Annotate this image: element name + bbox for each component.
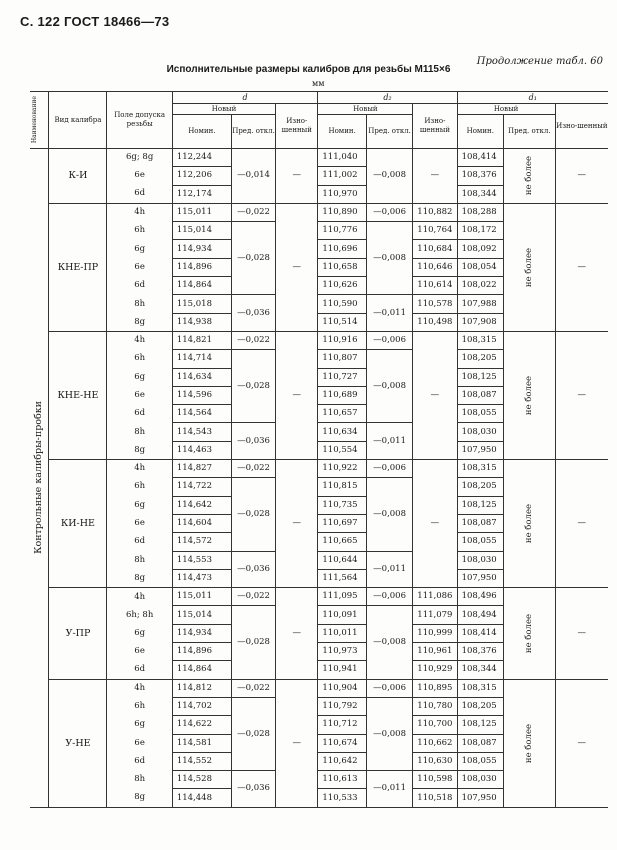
d2-limit-deviation: —0,011 [366, 295, 412, 332]
d2-nominal: 110,658 [318, 258, 367, 276]
d-nominal: 114,572 [172, 533, 231, 551]
col-d1-worn: Изно-шенный [555, 104, 608, 149]
d-limit-deviation: —0,022 [231, 331, 275, 349]
d1-nominal: 108,315 [457, 679, 503, 697]
page-header: С. 122 ГОСТ 18466—73 [20, 14, 170, 29]
d1-limit-deviation [503, 203, 555, 331]
tolerance-field: 6d [107, 661, 172, 679]
d1-limit-deviation [503, 149, 555, 204]
d2-worn: — [413, 460, 457, 588]
d2-worn: 110,614 [413, 277, 457, 295]
col-d-nominal: Номин. [172, 115, 231, 149]
gauge-kind-label: КНЕ-НЕ [49, 331, 107, 459]
tolerance-field: 4h [107, 331, 172, 349]
d1-nominal: 107,950 [457, 441, 503, 459]
d1-nominal: 108,414 [457, 149, 503, 167]
d2-nominal: 110,922 [318, 460, 367, 478]
d1-limit-deviation [503, 679, 555, 807]
d-nominal: 114,702 [172, 697, 231, 715]
table-row [30, 460, 608, 478]
d1-nominal: 108,315 [457, 460, 503, 478]
d2-nominal: 110,697 [318, 514, 367, 532]
d-limit-deviation: —0,022 [231, 588, 275, 606]
gauge-kind-label: У-ПР [49, 588, 107, 679]
d1-nominal: 108,092 [457, 240, 503, 258]
d-nominal: 115,018 [172, 295, 231, 313]
tolerance-field: 4h [107, 203, 172, 221]
tolerance-field: 6e [107, 258, 172, 276]
tolerance-field: 8h [107, 295, 172, 313]
d-nominal: 112,174 [172, 185, 231, 203]
d-nominal: 114,722 [172, 478, 231, 496]
d2-limit-deviation: —0,006 [366, 679, 412, 697]
col-tolerance: Поле допуска резьбы [107, 92, 172, 149]
d1-nominal: 108,087 [457, 734, 503, 752]
tolerance-field: 6d [107, 752, 172, 770]
d2-nominal: 110,807 [318, 350, 367, 368]
d-worn: — [276, 460, 318, 588]
d-nominal: 114,543 [172, 423, 231, 441]
d2-limit-deviation: —0,008 [366, 606, 412, 679]
col-name: Наименование [30, 92, 49, 149]
d1-nominal: 107,908 [457, 313, 503, 331]
d1-nominal: 108,344 [457, 661, 503, 679]
d2-nominal: 110,696 [318, 240, 367, 258]
d2-worn: 111,086 [413, 588, 457, 606]
category-label [30, 149, 49, 808]
d2-nominal: 110,554 [318, 441, 367, 459]
d-nominal: 114,604 [172, 514, 231, 532]
d1-nominal: 108,205 [457, 697, 503, 715]
d2-limit-deviation: —0,008 [366, 350, 412, 423]
d2-worn: 110,646 [413, 258, 457, 276]
d-worn: — [276, 203, 318, 331]
d-worn: — [276, 331, 318, 459]
d1-nominal: 108,022 [457, 277, 503, 295]
col-d1-new: Новый [457, 104, 555, 115]
d2-nominal: 110,011 [318, 624, 367, 642]
gauge-kind-label: К-И [49, 149, 107, 204]
tolerance-field: 6d [107, 533, 172, 551]
gauge-kind-label: КНЕ-ПР [49, 203, 107, 331]
d-nominal: 114,448 [172, 789, 231, 807]
d-nominal: 114,864 [172, 277, 231, 295]
table-row [30, 588, 608, 606]
d2-nominal: 110,776 [318, 222, 367, 240]
table-row [30, 679, 608, 697]
d2-nominal: 110,792 [318, 697, 367, 715]
table-row [30, 203, 608, 221]
d-limit-deviation: —0,014 [231, 149, 275, 204]
d-nominal: 112,206 [172, 167, 231, 185]
d2-nominal: 110,634 [318, 423, 367, 441]
d1-nominal: 107,988 [457, 295, 503, 313]
col-d-limit: Пред. откл. [231, 115, 275, 149]
d1-nominal: 108,055 [457, 533, 503, 551]
d2-nominal: 111,095 [318, 588, 367, 606]
d2-nominal: 110,665 [318, 533, 367, 551]
d2-nominal: 111,040 [318, 149, 367, 167]
d-worn: — [276, 679, 318, 807]
tolerance-field: 8h [107, 423, 172, 441]
d2-worn: 110,518 [413, 789, 457, 807]
col-d1-limit: Пред. откл. [503, 115, 555, 149]
d-nominal: 114,934 [172, 624, 231, 642]
d1-nominal: 108,288 [457, 203, 503, 221]
d2-worn: 110,882 [413, 203, 457, 221]
tolerance-field: 6h [107, 478, 172, 496]
col-d-worn: Изно-шенный [276, 104, 318, 149]
d-nominal: 112,244 [172, 149, 231, 167]
col-d1-nominal: Номин. [457, 115, 503, 149]
d2-worn: 111,079 [413, 606, 457, 624]
d-limit-deviation: —0,036 [231, 771, 275, 808]
d1-worn: — [555, 149, 608, 204]
not-more-label: не более [523, 723, 534, 763]
table-title: Исполнительные размеры калибров для резьбы М115×6 [166, 64, 451, 75]
d2-worn: 110,630 [413, 752, 457, 770]
col-d1: d₁ [457, 92, 608, 104]
tolerance-field: 4h [107, 679, 172, 697]
d1-nominal: 108,030 [457, 423, 503, 441]
d-nominal: 114,553 [172, 551, 231, 569]
d1-nominal: 108,055 [457, 752, 503, 770]
d-limit-deviation: —0,028 [231, 606, 275, 679]
col-d-new: Новый [172, 104, 275, 115]
d1-nominal: 107,950 [457, 569, 503, 587]
d2-worn: 110,780 [413, 697, 457, 715]
col-d2: d₂ [318, 92, 457, 104]
d-nominal: 114,821 [172, 331, 231, 349]
d1-nominal: 108,414 [457, 624, 503, 642]
d-limit-deviation: —0,028 [231, 350, 275, 423]
d-nominal: 114,622 [172, 716, 231, 734]
d-nominal: 114,473 [172, 569, 231, 587]
tolerance-field: 6g [107, 496, 172, 514]
tolerance-field: 4h [107, 460, 172, 478]
d-nominal: 114,528 [172, 771, 231, 789]
d2-limit-deviation: —0,008 [366, 149, 412, 204]
tolerance-field: 6h; 8h [107, 606, 172, 624]
tolerance-field: 8h [107, 771, 172, 789]
d2-worn: — [413, 331, 457, 459]
d2-nominal: 110,712 [318, 716, 367, 734]
d-limit-deviation: —0,028 [231, 697, 275, 770]
d-limit-deviation: —0,028 [231, 222, 275, 295]
d1-nominal: 108,125 [457, 368, 503, 386]
gauge-kind-label: КИ-НЕ [49, 460, 107, 588]
d-nominal: 114,938 [172, 313, 231, 331]
d1-limit-deviation [503, 588, 555, 679]
table-row [30, 331, 608, 349]
table-row [30, 149, 608, 167]
tolerance-field: 4h [107, 588, 172, 606]
tolerance-field: 6h [107, 350, 172, 368]
d1-nominal: 108,205 [457, 478, 503, 496]
d2-limit-deviation: —0,011 [366, 771, 412, 808]
d2-nominal: 110,674 [318, 734, 367, 752]
d1-nominal: 108,030 [457, 771, 503, 789]
d1-nominal: 108,496 [457, 588, 503, 606]
d2-nominal: 110,613 [318, 771, 367, 789]
d-limit-deviation: —0,036 [231, 551, 275, 588]
gauge-kind-label: У-НЕ [49, 679, 107, 807]
d1-nominal: 108,087 [457, 514, 503, 532]
d2-limit-deviation: —0,006 [366, 203, 412, 221]
tolerance-field: 6d [107, 405, 172, 423]
col-d2-worn: Изно-шенный [413, 104, 457, 149]
d2-worn: 110,684 [413, 240, 457, 258]
d1-nominal: 108,087 [457, 386, 503, 404]
d1-nominal: 108,344 [457, 185, 503, 203]
not-more-label: не более [523, 504, 534, 544]
d1-nominal: 108,376 [457, 167, 503, 185]
tolerance-field: 8g [107, 313, 172, 331]
tolerance-field: 8h [107, 551, 172, 569]
d2-worn: 110,929 [413, 661, 457, 679]
d2-nominal: 110,657 [318, 405, 367, 423]
d2-nominal: 110,514 [318, 313, 367, 331]
d2-limit-deviation: —0,006 [366, 331, 412, 349]
d2-limit-deviation: —0,008 [366, 222, 412, 295]
d2-nominal: 110,626 [318, 277, 367, 295]
d2-nominal: 110,689 [318, 386, 367, 404]
tolerance-field: 6g [107, 624, 172, 642]
d-limit-deviation: —0,022 [231, 203, 275, 221]
unit-label: мм [312, 79, 325, 88]
d-nominal: 114,552 [172, 752, 231, 770]
d-limit-deviation: —0,036 [231, 295, 275, 332]
d-limit-deviation: —0,022 [231, 460, 275, 478]
d-nominal: 115,014 [172, 606, 231, 624]
tolerance-field: 6e [107, 167, 172, 185]
d-nominal: 114,812 [172, 679, 231, 697]
d2-worn: 110,961 [413, 643, 457, 661]
d-worn: — [276, 149, 318, 204]
d2-limit-deviation: —0,011 [366, 423, 412, 460]
d2-nominal: 110,970 [318, 185, 367, 203]
d2-limit-deviation: —0,008 [366, 478, 412, 551]
d1-worn: — [555, 679, 608, 807]
tolerance-field: 6e [107, 386, 172, 404]
tolerance-field: 6h [107, 697, 172, 715]
d2-worn: 110,700 [413, 716, 457, 734]
d2-worn: 110,662 [413, 734, 457, 752]
d2-worn: 110,895 [413, 679, 457, 697]
d-worn: — [276, 588, 318, 679]
d2-nominal: 110,916 [318, 331, 367, 349]
d2-nominal: 110,973 [318, 643, 367, 661]
d2-worn: 110,578 [413, 295, 457, 313]
category-label-text: Контрольные калибры-пробки [33, 401, 44, 555]
d2-nominal: 111,564 [318, 569, 367, 587]
d1-worn: — [555, 460, 608, 588]
not-more-label: не более [523, 613, 534, 653]
d-nominal: 114,827 [172, 460, 231, 478]
d2-nominal: 110,815 [318, 478, 367, 496]
tolerance-field: 6d [107, 185, 172, 203]
d1-limit-deviation [503, 331, 555, 459]
d1-nominal: 108,376 [457, 643, 503, 661]
d1-nominal: 108,055 [457, 405, 503, 423]
d1-limit-deviation [503, 460, 555, 588]
d-nominal: 115,014 [172, 222, 231, 240]
tolerance-field: 6g [107, 716, 172, 734]
d1-nominal: 108,205 [457, 350, 503, 368]
d-limit-deviation: —0,028 [231, 478, 275, 551]
d2-nominal: 110,642 [318, 752, 367, 770]
d2-nominal: 110,091 [318, 606, 367, 624]
d2-nominal: 110,890 [318, 203, 367, 221]
d2-worn: 110,598 [413, 771, 457, 789]
d-nominal: 114,634 [172, 368, 231, 386]
not-more-label: не более [523, 375, 534, 416]
not-more-label: не более [523, 247, 534, 287]
table-body [30, 149, 608, 808]
d-limit-deviation: —0,036 [231, 423, 275, 460]
tolerance-field: 6e [107, 514, 172, 532]
d-nominal: 115,011 [172, 588, 231, 606]
tolerance-field: 8g [107, 789, 172, 807]
d2-nominal: 110,735 [318, 496, 367, 514]
d2-worn: — [413, 149, 457, 204]
d-nominal: 115,011 [172, 203, 231, 221]
d-nominal: 114,564 [172, 405, 231, 423]
d2-nominal: 110,941 [318, 661, 367, 679]
tolerance-field: 6g [107, 368, 172, 386]
col-d2-nominal: Номин. [318, 115, 367, 149]
d-nominal: 114,714 [172, 350, 231, 368]
tolerance-field: 6h [107, 222, 172, 240]
tolerance-field: 6e [107, 734, 172, 752]
d2-worn: 110,498 [413, 313, 457, 331]
not-more-label: не более [523, 156, 534, 196]
d2-nominal: 110,727 [318, 368, 367, 386]
tolerance-field: 6g; 8g [107, 149, 172, 167]
d1-worn: — [555, 588, 608, 679]
d1-nominal: 108,054 [457, 258, 503, 276]
d-nominal: 114,864 [172, 661, 231, 679]
d2-nominal: 110,644 [318, 551, 367, 569]
d1-nominal: 108,494 [457, 606, 503, 624]
d-limit-deviation: —0,022 [231, 679, 275, 697]
d2-nominal: 110,590 [318, 295, 367, 313]
table-continuation: Продолжение табл. 60 [476, 56, 603, 67]
d-nominal: 114,642 [172, 496, 231, 514]
d1-nominal: 108,315 [457, 331, 503, 349]
d1-worn: — [555, 203, 608, 331]
d2-worn: 110,764 [413, 222, 457, 240]
tolerance-field: 8g [107, 441, 172, 459]
d1-nominal: 108,030 [457, 551, 503, 569]
d2-limit-deviation: —0,008 [366, 697, 412, 770]
d2-nominal: 110,904 [318, 679, 367, 697]
d-nominal: 114,581 [172, 734, 231, 752]
d-nominal: 114,896 [172, 643, 231, 661]
d2-limit-deviation: —0,006 [366, 588, 412, 606]
tolerance-field: 8g [107, 569, 172, 587]
col-d: d [172, 92, 318, 104]
d-nominal: 114,463 [172, 441, 231, 459]
col-d2-limit: Пред. откл. [366, 115, 412, 149]
d2-limit-deviation: —0,011 [366, 551, 412, 588]
d1-nominal: 108,125 [457, 496, 503, 514]
tolerance-field: 6e [107, 643, 172, 661]
d1-nominal: 107,950 [457, 789, 503, 807]
d2-worn: 110,999 [413, 624, 457, 642]
col-kind: Вид калибра [49, 92, 107, 149]
d1-nominal: 108,125 [457, 716, 503, 734]
d-nominal: 114,934 [172, 240, 231, 258]
tolerance-field: 6g [107, 240, 172, 258]
col-d2-new: Новый [318, 104, 413, 115]
d-nominal: 114,596 [172, 386, 231, 404]
gauge-dimensions-table [30, 91, 608, 808]
tolerance-field: 6d [107, 277, 172, 295]
d1-worn: — [555, 331, 608, 459]
d2-nominal: 111,002 [318, 167, 367, 185]
d2-nominal: 110,533 [318, 789, 367, 807]
d1-nominal: 108,172 [457, 222, 503, 240]
d2-limit-deviation: —0,006 [366, 460, 412, 478]
d-nominal: 114,896 [172, 258, 231, 276]
